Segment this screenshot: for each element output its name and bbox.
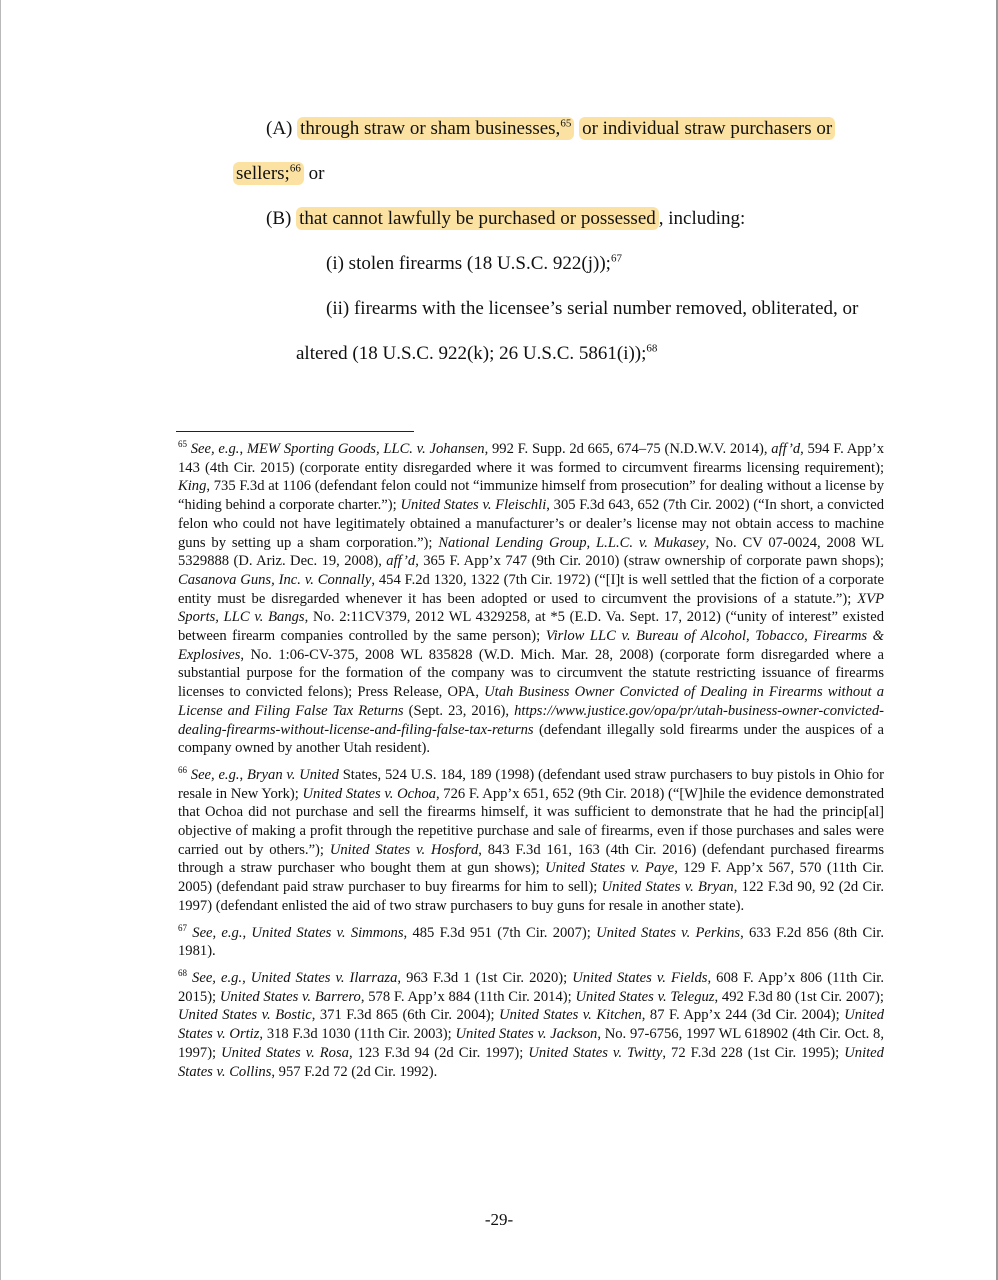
citation-italic: XVP Sports, LLC v. Bangs xyxy=(178,590,884,626)
citation-italic: United States v. Collins xyxy=(178,1044,884,1080)
footnote-ref-67[interactable]: 67 xyxy=(610,252,622,265)
clause-label-a: (A) xyxy=(266,118,298,139)
page-edge-left xyxy=(0,0,1,1280)
citation-text: , No. 1:06-CV-375, 2008 WL 835828 (W.D. Mich. Mar. 28, 2008) (corporate form disregarded where a substantial purpose for the formation of the company was to circumvent the statute restricting issuance of firearms licenses to convicted felons); Press Release, OPA, xyxy=(178,646,884,701)
footnote-68 xyxy=(178,969,884,1081)
citation-text: (Sept. 23, 2016), xyxy=(403,702,515,719)
citation-text: States, 524 U.S. 184, 189 (1998) (defendant used straw purchasers to buy pistols in Ohio for resale in New York); xyxy=(178,766,884,802)
citation-italic: United States v. Bryan xyxy=(601,879,734,896)
citation-italic: Virlow LLC v. Bureau of Alcohol, Tobacco, Firearms & Explosives xyxy=(178,628,884,663)
citation-italic: See, e.g. xyxy=(192,969,243,986)
citation-text: , 735 F.3d at 1106 (defendant felon could not “immunize himself from prosecution” for dealing without a license by “hiding behind a corporate charter.”); xyxy=(178,478,884,514)
citation-text: , xyxy=(242,924,252,941)
citation-italic: MEW Sporting Goods, LLC. v. Johansen xyxy=(246,441,485,457)
citation-text: , 594 F. App’x 143 (4th Cir. 2015) (corporate entity disregarded where it was formed to circumvent firearms licensing requirement); xyxy=(178,441,885,476)
citation-italic: King xyxy=(178,478,207,495)
body-line-a xyxy=(266,117,835,141)
citation-text: , xyxy=(239,766,247,783)
citation-text: , 318 F.3d 1030 (11th Cir. 2003); xyxy=(259,1026,456,1043)
citation-text: (defendant illegally sold firearms under the auspices of a company owned by another Utah resident). xyxy=(178,721,884,757)
citation-italic: United States v. Barrero xyxy=(219,988,361,1005)
body-line-ii: (ii) firearms with the licensee’s serial number removed, obliterated, or xyxy=(326,298,859,319)
citation-text: , 485 F.3d 951 (7th Cir. 2007); xyxy=(403,924,597,941)
citation-italic: See, e.g. xyxy=(190,441,240,457)
body-line-ii-cont: altered (18 U.S.C. 922(k); 26 U.S.C. 5861(i));$^{68}$ xyxy=(296,342,658,364)
citation-text: , 365 F. App’x 747 (9th Cir. 2010) (straw ownership of corporate pawn shops); xyxy=(415,553,884,570)
citation-italic: See, e.g. xyxy=(190,766,240,783)
footnotes-section xyxy=(178,440,884,1089)
footnote-66 xyxy=(178,766,884,916)
citation-text: , 492 F.3d 80 (1st Cir. 2007); xyxy=(714,988,884,1005)
page-number: -29- xyxy=(484,1210,514,1229)
citation-italic: United States v. Rosa xyxy=(221,1044,349,1061)
citation-italic: Bryan v. United xyxy=(246,766,339,783)
footnote-separator xyxy=(176,431,414,432)
footnote-number: 65 xyxy=(178,439,187,450)
citation-italic: United States v. Fields xyxy=(572,969,708,986)
citation-text: , 633 F.2d 856 (8th Cir. 1981). xyxy=(178,924,884,960)
citation-italic: aff’d xyxy=(386,553,416,570)
body-line-a-cont: sellers;$^{66}$ or xyxy=(233,162,324,186)
citation-text: , 129 F. App’x 567, 570 (11th Cir. 2005) (defendant paid straw purchaser to buy firearms for him to sell); xyxy=(178,860,885,896)
citation-text: , 454 F.2d 1320, 1322 (7th Cir. 1972) (“[I]t is well settled that the fiction of a corporate entity must be disregarded whenever it has been adopted or used to circumvent the provisions of a statute.”); xyxy=(178,571,885,607)
citation-text: , 578 F. App’x 884 (11th Cir. 2014); xyxy=(360,988,576,1005)
footnote-number: 67 xyxy=(178,922,187,933)
citation-italic: United States v. Ilarraza xyxy=(250,969,398,986)
footnote-67 xyxy=(178,924,884,961)
citation-text: , 957 F.2d 72 (2d Cir. 1992). xyxy=(271,1063,438,1080)
citation-text: , 963 F.3d 1 (1st Cir. 2020); xyxy=(397,969,573,986)
citation-text: , 122 F.3d 90, 92 (2d Cir. 1997) (defendant enlisted the aid of two straw purchasers to buy guns for resale in another state). xyxy=(178,879,884,914)
citation-text: , 123 F.3d 94 (2d Cir. 1997); xyxy=(348,1044,529,1061)
footnote-ref-68[interactable]: 68 xyxy=(646,342,658,355)
citation-italic: United States v. Fleischli xyxy=(400,497,547,514)
highlight-unlawful: that cannot lawfully be purchased or possessed xyxy=(296,207,659,230)
citation-text: , xyxy=(239,441,247,457)
highlight-straw-purchasers: or individual straw purchasers or xyxy=(579,117,835,140)
footnote-ref-65[interactable]: 65 xyxy=(560,117,572,130)
citation-italic: See, e.g. xyxy=(192,924,243,941)
citation-italic: United States v. Perkins xyxy=(596,924,741,941)
footnote-ref-66[interactable]: 66 xyxy=(289,162,301,175)
citation-text: , 87 F. App’x 244 (3d Cir. 2004); xyxy=(641,1007,845,1024)
footnote-65 xyxy=(178,440,884,758)
body-line-i: (i) stolen firearms (18 U.S.C. 922(j));$^{67}$ xyxy=(326,252,622,274)
citation-italic: United States v. Jackson xyxy=(455,1026,598,1043)
citation-italic: United States v. Ochoa xyxy=(302,785,436,802)
highlight-straw-businesses: through straw or sham businesses,$^{65}$ xyxy=(297,117,574,140)
citation-italic: United States v. Bostic xyxy=(178,1007,312,1024)
citation-italic: United States v. Simmons xyxy=(251,924,404,941)
citation-text: , No. 97-6756, 1997 WL 618902 (4th Cir. Oct. 8, 1997); xyxy=(178,1026,884,1061)
footnote-number: 68 xyxy=(178,968,187,979)
citation-italic: United States v. Twitty xyxy=(528,1044,663,1061)
citation-italic: United States v. Teleguz xyxy=(575,988,715,1005)
citation-italic: United States v. Paye xyxy=(545,860,675,877)
highlight-sellers: sellers;$^{66}$ xyxy=(233,162,304,185)
citation-italic: Utah Business Owner Convicted of Dealing in Firearms without a License and Filing False Tax Returns xyxy=(178,684,884,719)
footnote-number: 66 xyxy=(178,765,187,776)
citation-italic: National Lending Group, L.L.C. v. Mukasey xyxy=(438,534,706,551)
citation-text: , No. CV 07-0024, 2008 WL 5329888 (D. Ariz. Dec. 19, 2008), xyxy=(178,534,884,570)
citation-text: , 843 F.3d 161, 163 (4th Cir. 2016) (defendant purchased firearms through a straw purchaser who bought them at gun shows); xyxy=(178,841,884,877)
citation-text: , 72 F.3d 228 (1st Cir. 1995); xyxy=(662,1044,845,1061)
citation-text: , xyxy=(242,969,251,986)
footnote-link[interactable]: https://www.justice.gov/opa/pr/utah-business-owner-convicted-dealing-firearms-without-license-and-filing-false-tax-returns xyxy=(178,702,884,738)
citation-text: , 305 F.3d 643, 652 (7th Cir. 2002) (“In short, a convicted felon who could not have legitimately obtained a manufacturer’s or dealer’s license may not obtain access to machine guns by setting up a sham corporation.”); xyxy=(178,497,884,551)
citation-text: , 371 F.3d 865 (6th Cir. 2004); xyxy=(311,1007,500,1024)
citation-italic: United States v. Kitchen xyxy=(499,1007,642,1024)
citation-text: , 608 F. App’x 806 (11th Cir. 2015); xyxy=(178,969,885,1005)
citation-italic: United States v. Ortiz xyxy=(178,1007,884,1043)
citation-italic: United States v. Hosford xyxy=(329,841,479,858)
body-line-b: (B) that cannot lawfully be purchased or possessed , including: xyxy=(266,208,746,229)
citation-text: , 992 F. Supp. 2d 665, 674–75 (N.D.W.V. 2014), xyxy=(484,441,772,457)
citation-italic: Casanova Guns, Inc. v. Connally xyxy=(178,571,372,588)
clause-label-b: (B) xyxy=(266,208,297,229)
citation-italic: aff’d xyxy=(771,441,801,457)
citation-text: , No. 2:11CV379, 2012 WL 4329258, at *5 (E.D. Va. Sept. 17, 2012) (“unity of interest” existed between firearm companies controlled by the same person); xyxy=(178,609,884,645)
citation-text: , 726 F. App’x 651, 652 (9th Cir. 2018) (“[W]hile the evidence demonstrated that Ochoa did not purchase and sell the firearms himself, it was sufficient to demonstrate that he had the princip[al] objective of making a profit through the repetitive purchase and sale of firearms, even if those purchases and sales were carried out by others.”); xyxy=(178,785,884,858)
